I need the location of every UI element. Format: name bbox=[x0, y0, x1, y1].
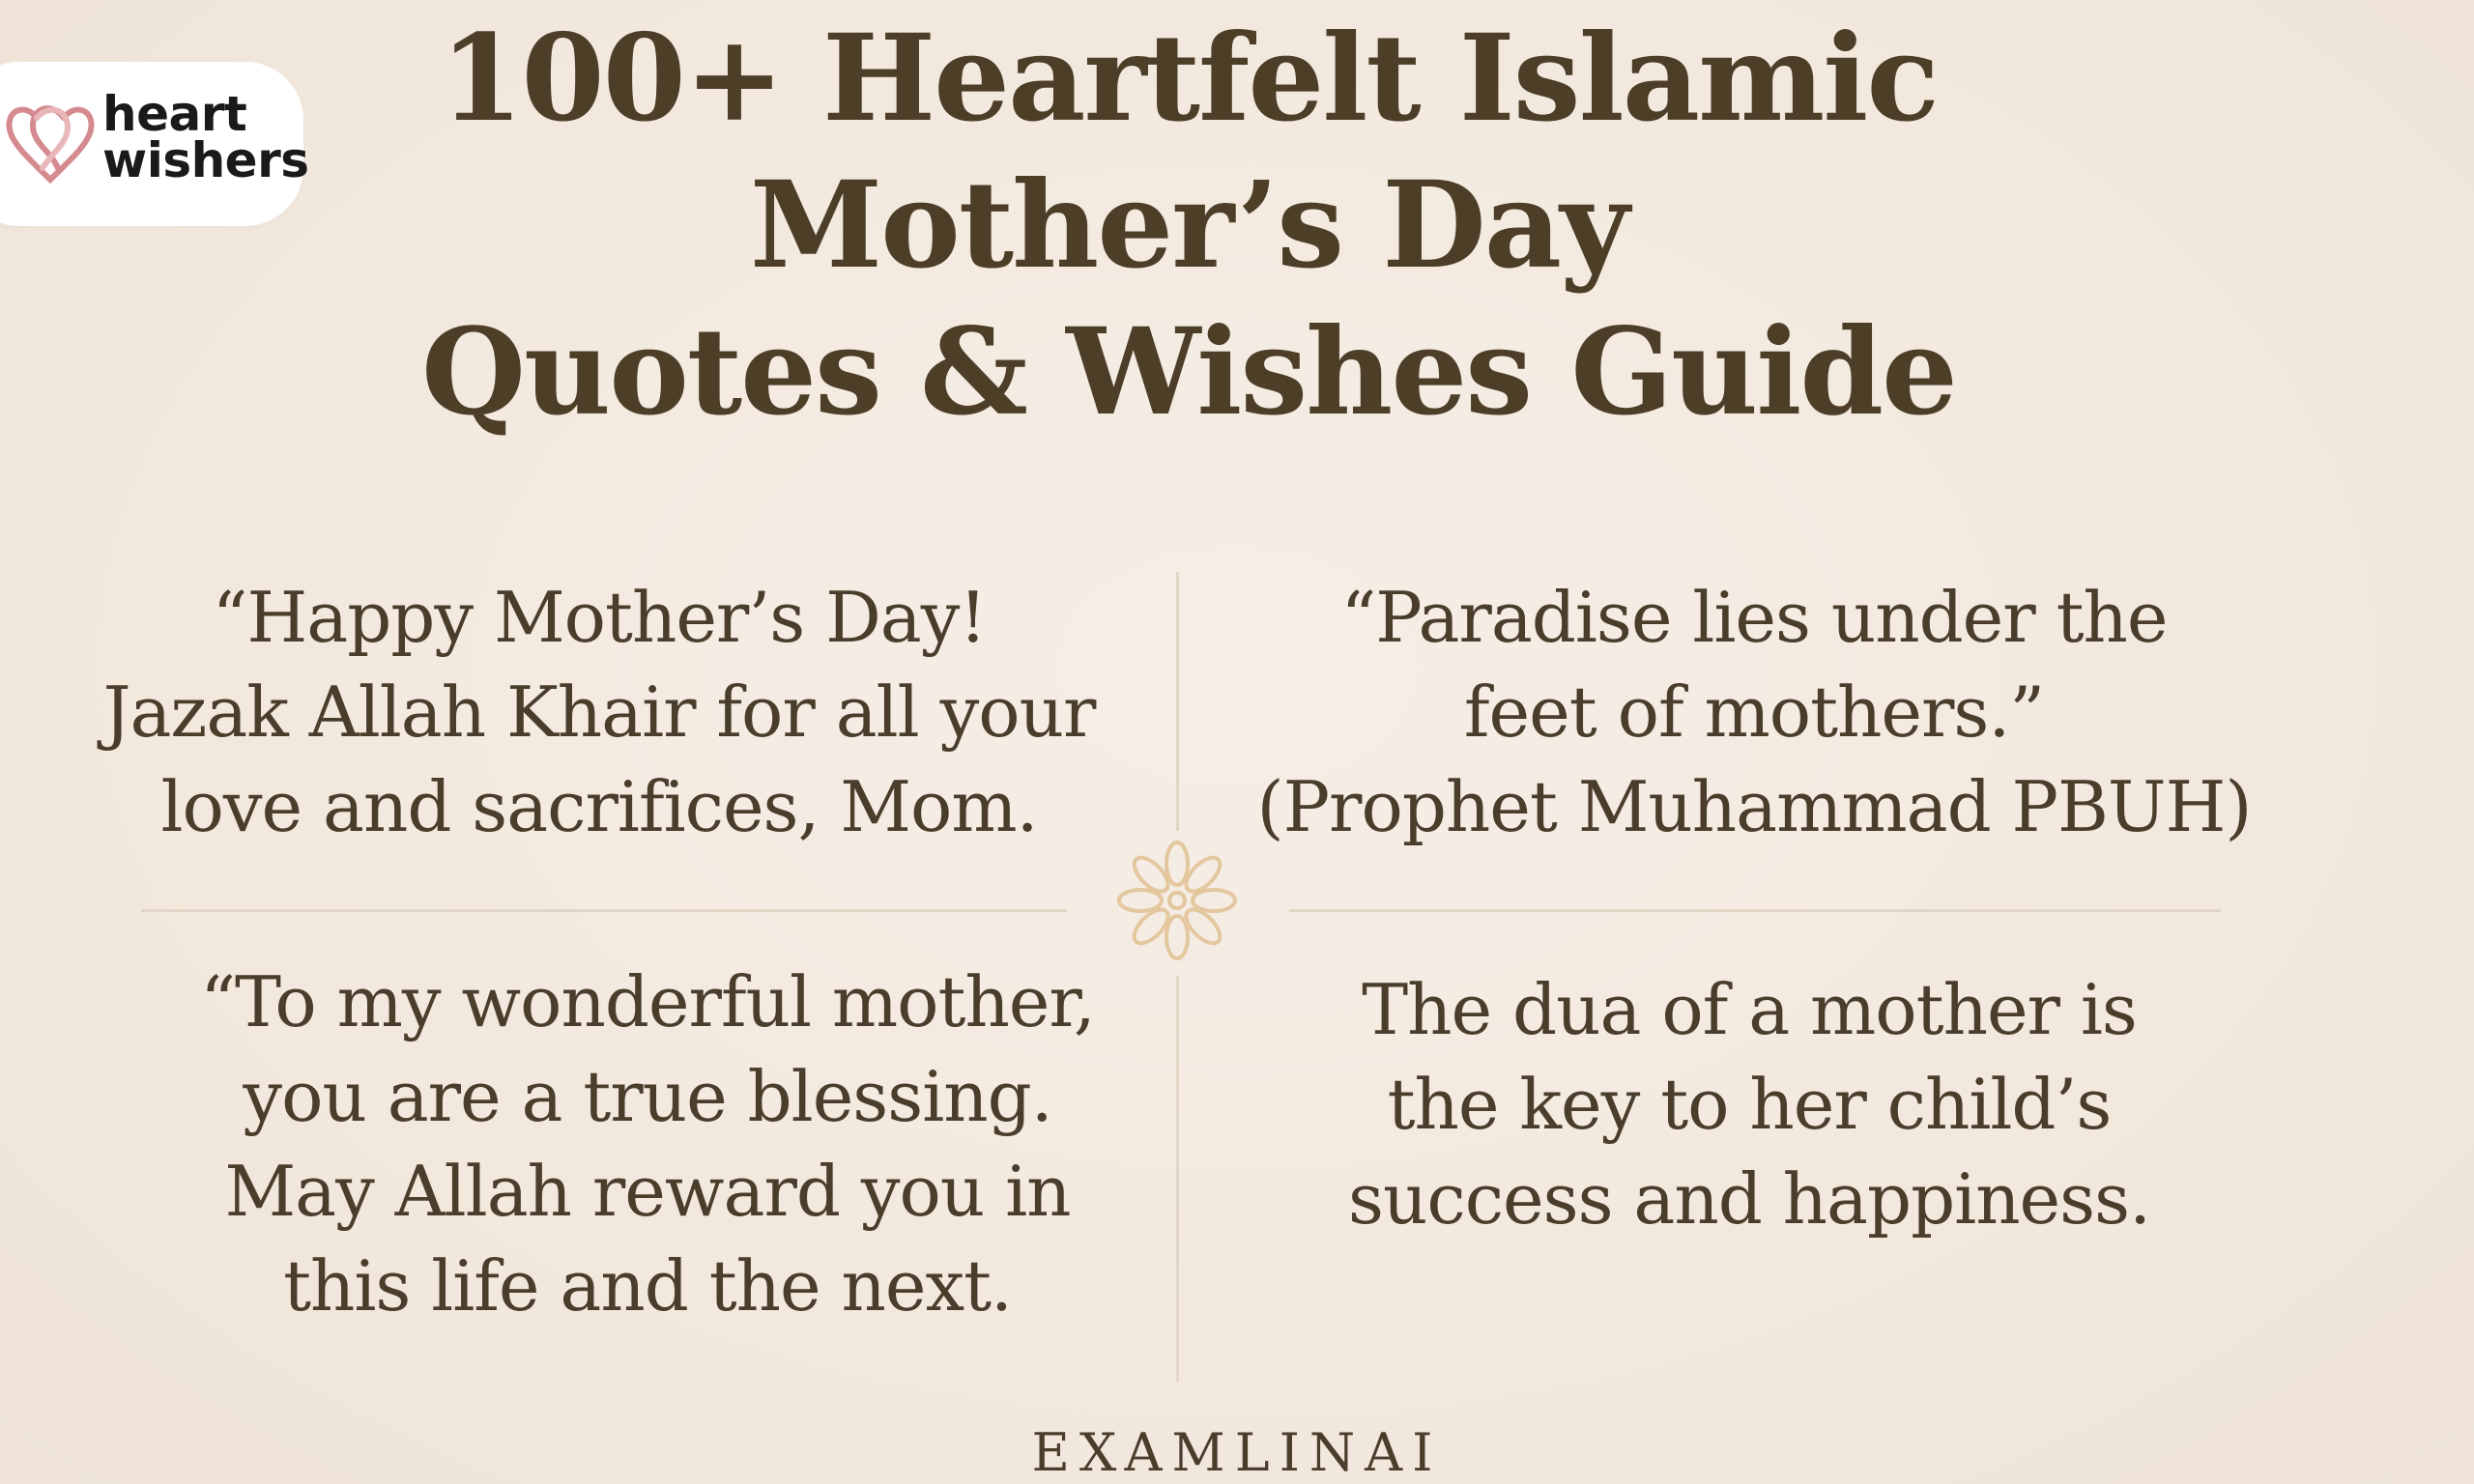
title-line-1: 100+ Heartfelt Islamic bbox=[440, 9, 1938, 149]
footer-brand: EXAMLINAI bbox=[1031, 1422, 1443, 1483]
quote-line: May Allah reward you in bbox=[224, 1151, 1071, 1232]
brand-logo[interactable] bbox=[0, 62, 309, 226]
quote-dua-of-mother bbox=[1266, 962, 2232, 1246]
quote-line: feet of mothers.” bbox=[1463, 671, 2045, 753]
divider-horizontal-left bbox=[141, 909, 1067, 912]
heart-logo-icon bbox=[4, 97, 97, 193]
flower-icon bbox=[1113, 837, 1241, 964]
quote-line: “To my wonderful mother, bbox=[200, 961, 1095, 1042]
quote-paradise bbox=[1256, 570, 2252, 854]
quote-line: love and sacrifices, Mom. bbox=[160, 766, 1038, 847]
quote-wonderful-mother bbox=[135, 955, 1160, 1333]
quote-line: “Happy Mother’s Day! bbox=[212, 577, 987, 658]
quote-line: (Prophet Muhammad PBUH) bbox=[1256, 766, 2252, 847]
quote-line: you are a true blessing. bbox=[243, 1056, 1052, 1137]
brand-line-2: wishers bbox=[102, 132, 309, 188]
quote-line: The dua of a mother is bbox=[1362, 969, 2137, 1050]
quote-line: Jazak Allah Khair for all your bbox=[102, 671, 1096, 753]
divider-vertical-bottom bbox=[1176, 976, 1179, 1382]
title-line-2: Mother’s Day bbox=[749, 156, 1628, 296]
divider-vertical-top bbox=[1176, 572, 1179, 831]
divider-horizontal-right bbox=[1289, 909, 2221, 912]
quote-line: “Paradise lies under the bbox=[1340, 577, 2168, 658]
title-line-3: Quotes & Wishes Guide bbox=[421, 302, 1956, 442]
quote-happy-mothers-day bbox=[97, 570, 1102, 854]
quote-line: this life and the next. bbox=[283, 1245, 1012, 1327]
brand-wordmark bbox=[102, 86, 309, 188]
brand-line-1: heart bbox=[102, 86, 247, 142]
quote-line: the key to her child’s bbox=[1387, 1064, 2112, 1145]
page-title bbox=[367, 0, 2010, 446]
quote-line: success and happiness. bbox=[1348, 1158, 2150, 1240]
